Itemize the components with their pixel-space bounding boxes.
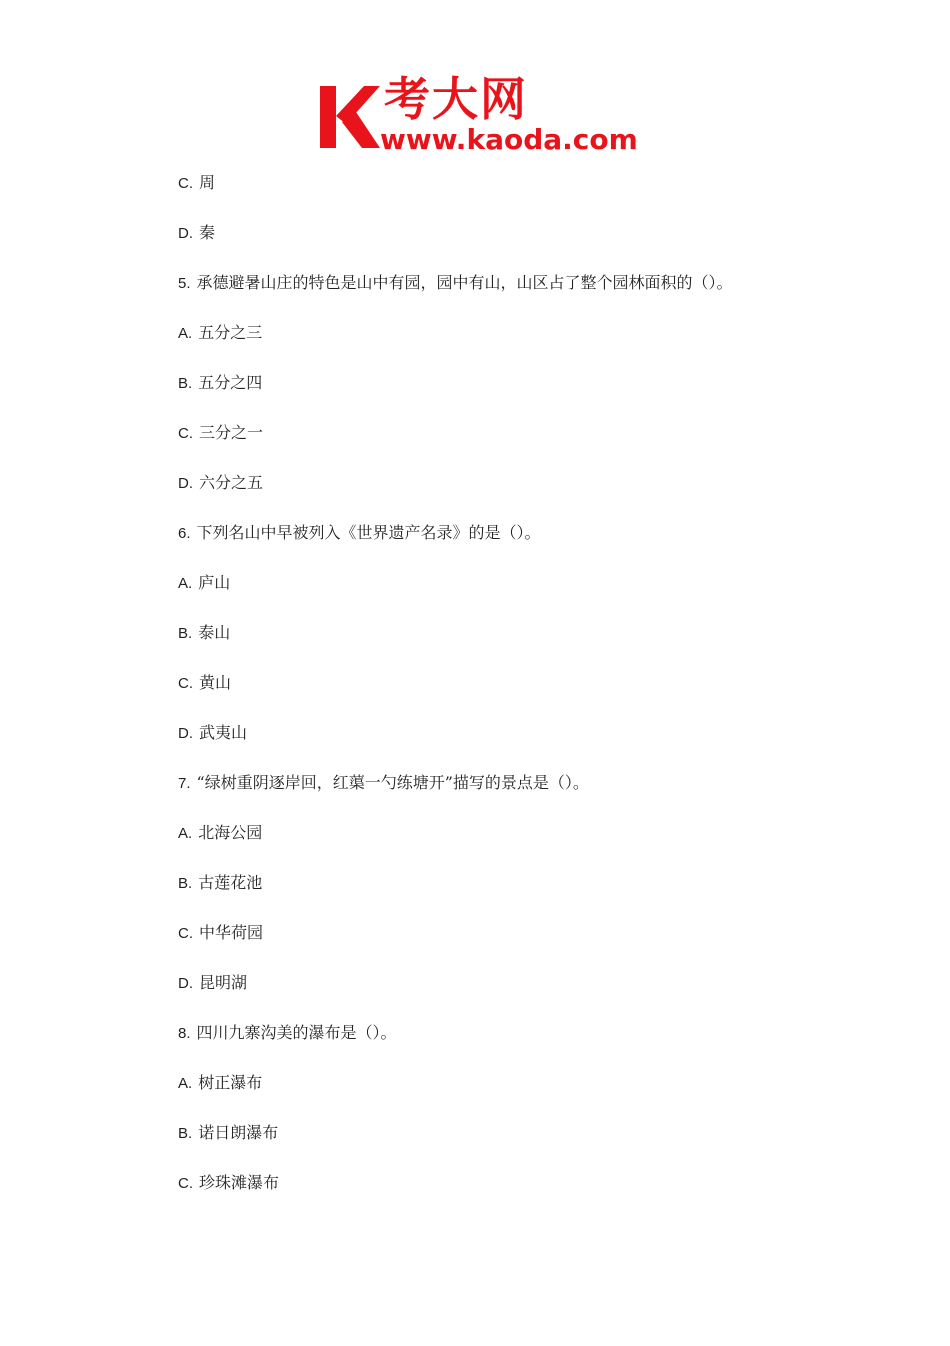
option-text: 庐山 bbox=[198, 573, 231, 592]
option-line bbox=[178, 621, 878, 671]
option-line bbox=[178, 171, 878, 221]
k-logo-icon bbox=[318, 72, 380, 152]
option-marker: B. bbox=[178, 1125, 193, 1142]
option-marker: C. bbox=[178, 925, 193, 942]
question-line bbox=[178, 1021, 878, 1071]
option-line bbox=[178, 421, 878, 471]
option-marker: C. bbox=[178, 175, 193, 192]
option-text: 树正瀑布 bbox=[198, 1073, 263, 1092]
option-line bbox=[178, 571, 878, 621]
option-text: 六分之五 bbox=[199, 473, 264, 492]
option-text: 珍珠滩瀑布 bbox=[199, 1173, 280, 1192]
option-line bbox=[178, 321, 878, 371]
question-number: 7. bbox=[178, 775, 191, 792]
option-text: 秦 bbox=[199, 223, 216, 242]
option-line bbox=[178, 971, 878, 1021]
logo-url: www.kaoda.com bbox=[380, 123, 638, 156]
option-line bbox=[178, 1071, 878, 1121]
option-text: 泰山 bbox=[198, 623, 231, 642]
option-marker: A. bbox=[178, 325, 193, 342]
option-line bbox=[178, 821, 878, 871]
option-marker: B. bbox=[178, 875, 193, 892]
logo-chinese-name: 考大网 bbox=[384, 72, 528, 126]
option-line bbox=[178, 921, 878, 971]
option-text: 五分之三 bbox=[198, 323, 263, 342]
option-text: 黄山 bbox=[199, 673, 232, 692]
option-text: 北海公园 bbox=[198, 823, 263, 842]
option-text: 诺日朗瀑布 bbox=[198, 1123, 279, 1142]
option-marker: C. bbox=[178, 1175, 193, 1192]
option-marker: A. bbox=[178, 825, 193, 842]
option-line bbox=[178, 671, 878, 721]
question-number: 5. bbox=[178, 275, 191, 292]
option-line bbox=[178, 1171, 878, 1221]
option-line bbox=[178, 471, 878, 521]
option-text: 周 bbox=[199, 173, 216, 192]
question-text: 承德避暑山庄的特色是山中有园，园中有山，山区占了整个园林面积的（）。 bbox=[196, 273, 733, 292]
question-text: 四川九寨沟美的瀑布是（）。 bbox=[196, 1023, 397, 1042]
question-list bbox=[178, 171, 878, 1221]
option-line bbox=[178, 871, 878, 921]
question-text: 下列名山中早被列入《世界遗产名录》的是（）。 bbox=[196, 523, 541, 542]
option-marker: D. bbox=[178, 225, 193, 242]
option-line bbox=[178, 371, 878, 421]
option-marker: B. bbox=[178, 625, 193, 642]
option-line bbox=[178, 221, 878, 271]
option-marker: C. bbox=[178, 425, 193, 442]
option-marker: D. bbox=[178, 725, 193, 742]
option-text: 中华荷园 bbox=[199, 923, 264, 942]
option-marker: A. bbox=[178, 1075, 193, 1092]
option-text: 古莲花池 bbox=[198, 873, 263, 892]
question-number: 6. bbox=[178, 525, 191, 542]
option-text: 五分之四 bbox=[198, 373, 263, 392]
question-line bbox=[178, 271, 878, 321]
option-line bbox=[178, 721, 878, 771]
option-marker: A. bbox=[178, 575, 193, 592]
option-text: 武夷山 bbox=[199, 723, 248, 742]
question-line bbox=[178, 771, 878, 821]
question-number: 8. bbox=[178, 1025, 191, 1042]
kaoda-logo bbox=[318, 72, 640, 160]
option-text: 昆明湖 bbox=[199, 973, 248, 992]
question-line bbox=[178, 521, 878, 571]
option-line bbox=[178, 1121, 878, 1171]
option-text: 三分之一 bbox=[199, 423, 264, 442]
option-marker: D. bbox=[178, 975, 193, 992]
question-text: “绿树重阴逐岸回，红蕖一勺练塘开”描写的景点是（）。 bbox=[196, 773, 589, 792]
option-marker: B. bbox=[178, 375, 193, 392]
option-marker: D. bbox=[178, 475, 193, 492]
option-marker: C. bbox=[178, 675, 193, 692]
